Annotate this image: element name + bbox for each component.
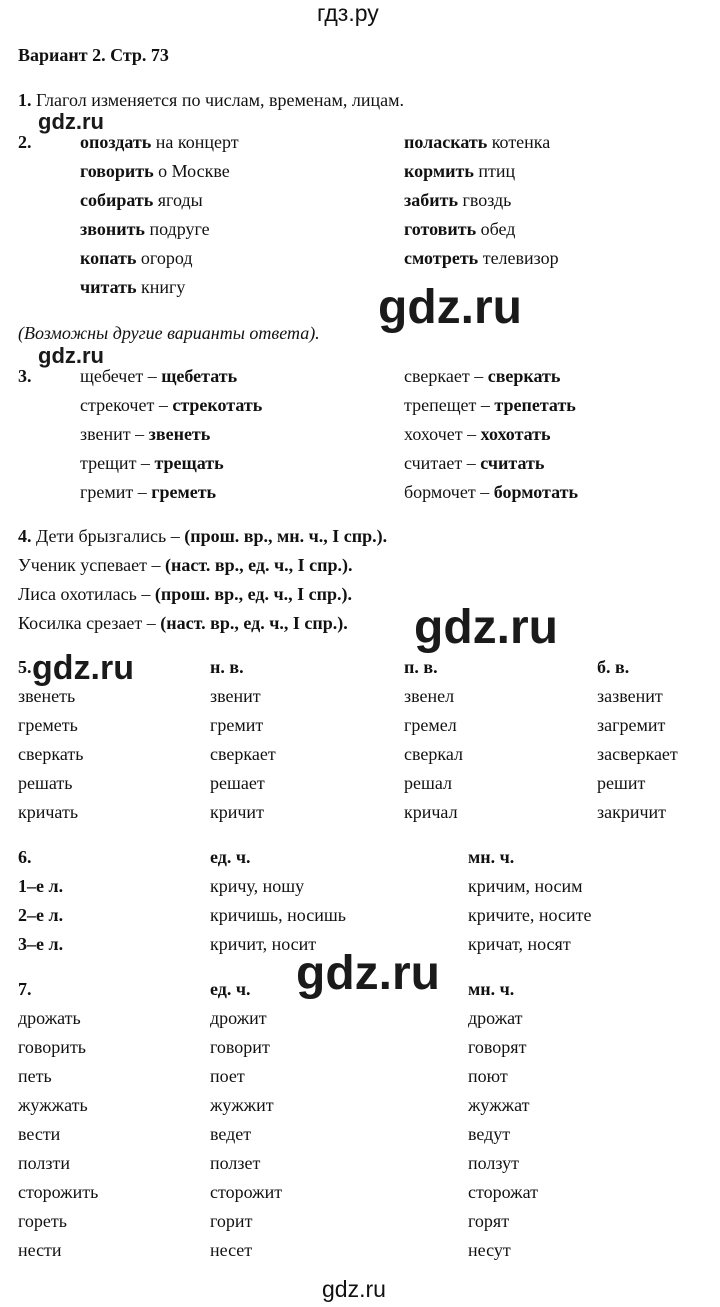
task7-cell: дрожат — [468, 1008, 523, 1028]
task7-cell: сторожат — [468, 1182, 538, 1202]
task6-cell: кричите, носите — [468, 905, 592, 925]
task5-header: п. в. — [404, 657, 438, 677]
watermark: gdz.ru — [378, 281, 522, 334]
task6-cell: кричат, носят — [468, 934, 571, 954]
page-title: Вариант 2. Стр. 73 — [18, 45, 169, 65]
task6-person: 2–е л. — [18, 905, 64, 925]
task7-cell: ведут — [468, 1124, 511, 1144]
task7-cell: дрожать — [18, 1008, 81, 1028]
task7-cell: говорить — [18, 1037, 87, 1057]
task7-cell: несут — [468, 1240, 511, 1260]
task4-line: Ученик успевает – (наст. вр., ед. ч., I спр.). — [18, 555, 353, 575]
task3-left-item: стрекочет – стрекотать — [80, 395, 263, 415]
task3-right-item: бормочет – бормотать — [404, 482, 578, 502]
task7-header: ед. ч. — [210, 979, 251, 999]
site-footer: gdz.ru — [322, 1276, 386, 1302]
task6-person: 1–е л. — [18, 876, 64, 896]
task4-line: 4. Дети брызгались – (прош. вр., мн. ч., I спр.). — [18, 526, 388, 546]
task5-cell: звенит — [210, 686, 261, 706]
task3-number: 3. — [18, 366, 32, 386]
task7-cell: ведет — [210, 1124, 252, 1144]
task7-cell: ползут — [468, 1153, 519, 1173]
task3-right-item: считает – считать — [404, 453, 545, 473]
task2-left-item: звонить подруге — [80, 219, 210, 239]
task5-cell: закричит — [597, 802, 667, 822]
task6-cell: кричит, носит — [210, 934, 317, 954]
task7-cell: жужжит — [210, 1095, 274, 1115]
task5-cell: кричит — [210, 802, 264, 822]
watermark: gdz.ru — [296, 947, 440, 1000]
task3-left-item: звенит – звенеть — [80, 424, 211, 444]
task5-cell: кричал — [404, 802, 458, 822]
task2-left-item: собирать ягоды — [80, 190, 203, 210]
task2-right-item: готовить обед — [404, 219, 516, 239]
task5-cell: зазвенит — [597, 686, 663, 706]
task7-cell: нести — [18, 1240, 62, 1260]
task5-cell: сверкал — [404, 744, 463, 764]
task5-cell: кричать — [18, 802, 79, 822]
task5-cell: решал — [404, 773, 452, 793]
task7-cell: говорят — [468, 1037, 527, 1057]
task2-left-item: читать книгу — [80, 277, 186, 297]
task6-cell: кричишь, носишь — [210, 905, 346, 925]
task7-cell: сторожит — [210, 1182, 283, 1202]
task1-text: Глагол изменяется по числам, временам, лицам. — [36, 90, 405, 110]
task3-right-item: хохочет – хохотать — [404, 424, 551, 444]
task7-cell: несет — [210, 1240, 253, 1260]
task2-note: (Возможны другие варианты ответа). — [18, 323, 320, 343]
task7-cell: жужжать — [18, 1095, 88, 1115]
task5-cell: звенел — [404, 686, 455, 706]
task5-cell: загремит — [597, 715, 666, 735]
task7-cell: поет — [210, 1066, 245, 1086]
task7-cell: поют — [468, 1066, 508, 1086]
task5-cell: сверкать — [18, 744, 84, 764]
task6-header: ед. ч. — [210, 847, 251, 867]
task5-cell: засверкает — [597, 744, 678, 764]
task4-line: Лиса охотилась – (прош. вр., ед. ч., I спр.). — [18, 584, 353, 604]
task3-right-item: сверкает – сверкать — [404, 366, 561, 386]
task7-number: 7. — [18, 979, 32, 999]
task7-cell: говорит — [210, 1037, 270, 1057]
task7-cell: петь — [18, 1066, 52, 1086]
task5-cell: гремел — [404, 715, 457, 735]
task2-number: 2. — [18, 132, 32, 152]
task2-left-item: опоздать на концерт — [80, 132, 239, 152]
task5-cell: решит — [597, 773, 646, 793]
watermark: gdz.ru — [414, 601, 558, 654]
task2-left-item: копать огород — [80, 248, 193, 268]
task3-left-item: гремит – греметь — [80, 482, 217, 502]
task5-cell: решать — [18, 773, 73, 793]
task5-header: б. в. — [597, 657, 630, 677]
task5-number: 5. — [18, 657, 32, 677]
task1-line — [18, 89, 404, 111]
task6-header: мн. ч. — [468, 847, 515, 867]
task2-right-item: смотреть телевизор — [404, 248, 559, 268]
task7-cell: ползти — [18, 1153, 70, 1173]
watermark: gdz.ru — [32, 649, 134, 687]
task7-cell: гореть — [18, 1211, 67, 1231]
task6-cell: кричу, ношу — [210, 876, 305, 896]
task3-left-item: трещит – трещать — [80, 453, 224, 473]
task7-cell: дрожит — [210, 1008, 267, 1028]
task5-header: н. в. — [210, 657, 244, 677]
task7-cell: горит — [210, 1211, 253, 1231]
task5-cell: сверкает — [210, 744, 276, 764]
site-header: гдз.ру — [317, 0, 379, 26]
task2-right-item: поласкать котенка — [404, 132, 551, 152]
task5-cell: гремит — [210, 715, 264, 735]
task1-number: 1. — [18, 90, 32, 110]
task3-right-item: трепещет – трепетать — [404, 395, 576, 415]
task5-cell: греметь — [18, 715, 78, 735]
task2-right-item: кормить птиц — [404, 161, 516, 181]
task6-cell: кричим, носим — [468, 876, 583, 896]
task7-cell: сторожить — [18, 1182, 99, 1202]
task5-cell: звенеть — [18, 686, 76, 706]
task2-left-item: говорить о Москве — [80, 161, 230, 181]
task6-number: 6. — [18, 847, 32, 867]
task7-header: мн. ч. — [468, 979, 515, 999]
task7-cell: вести — [18, 1124, 61, 1144]
task5-cell: решает — [210, 773, 265, 793]
task6-person: 3–е л. — [18, 934, 64, 954]
watermark: gdz.ru — [38, 343, 104, 368]
task4-line: Косилка срезает – (наст. вр., ед. ч., I спр.). — [18, 613, 348, 633]
watermark: gdz.ru — [38, 109, 104, 134]
task2-right-item: забить гвоздь — [404, 190, 512, 210]
task3-left-item: щебечет – щебетать — [80, 366, 238, 386]
task7-cell: ползет — [210, 1153, 261, 1173]
task7-cell: жужжат — [468, 1095, 530, 1115]
task7-cell: горят — [468, 1211, 510, 1231]
